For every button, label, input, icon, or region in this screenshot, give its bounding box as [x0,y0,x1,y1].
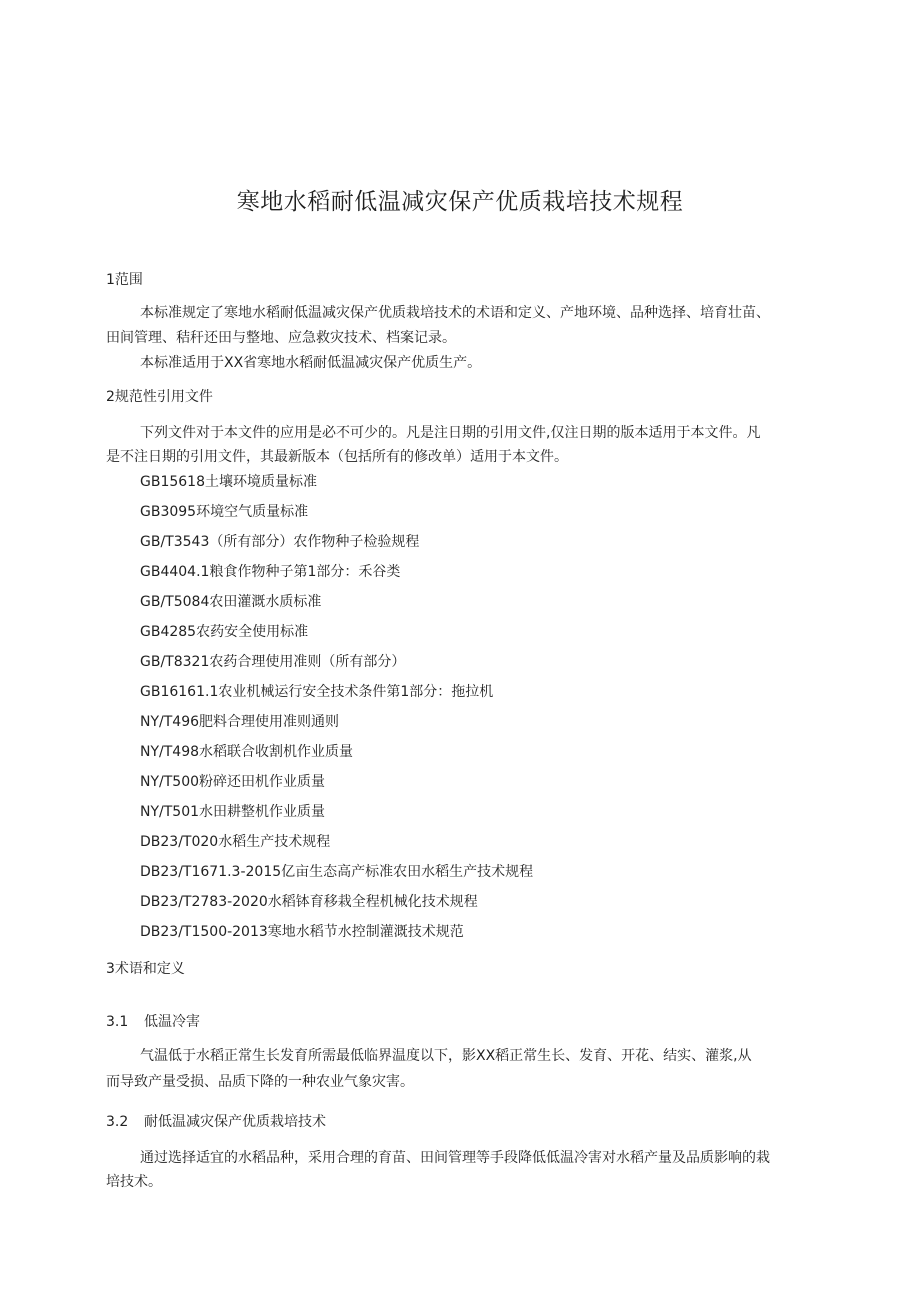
document-title: 寒地水稻耐低温减灾保产优质栽培技术规程 [236,189,684,215]
reference-item: DB23/T2783-2020水稻钵育移栽全程机械化技术规程 [140,894,478,910]
section-2-heading: 2规范性引用文件 [106,389,213,405]
term-title: 低温冷害 [144,1014,200,1030]
term-title: 耐低温减灾保产优质栽培技术 [144,1114,326,1130]
reference-item: DB23/T1500-2013寒地水稻节水控制灌溉技术规范 [140,924,464,940]
term-3-2-definition-line-2: 培技术。 [106,1174,162,1190]
section-1-heading: 1范围 [106,272,143,288]
reference-item: NY/T501水田耕整机作业质量 [140,804,326,820]
reference-item: GB3095环境空气质量标准 [140,504,309,520]
reference-item: GB/T8321农药合理使用准则（所有部分） [140,654,406,670]
term-3-2-definition-line-1: 通过选择适宜的水稻品种，采用合理的育苗、田间管理等手段降低低温冷害对水稻产量及品质影响的栽 [140,1150,770,1166]
reference-item: NY/T500粉碎还田机作业质量 [140,774,326,790]
reference-item: NY/T498水稻联合收割机作业质量 [140,744,354,760]
section-1-paragraph-1-line-1: 本标准规定了寒地水稻耐低温减灾保产优质栽培技术的术语和定义、产地环境、品种选择、培育壮苗、 [140,305,770,321]
section-1-paragraph-2: 本标准适用于XX省寒地水稻耐低温减灾保产优质生产。 [140,355,482,371]
term-number: 3.2 [106,1114,129,1130]
section-2-paragraph-line-2: 是不注日期的引用文件，其最新版本（包括所有的修改单）适用于本文件。 [106,449,568,465]
reference-item: GB15618土壤环境质量标准 [140,474,317,490]
reference-item: GB/T5084农田灌溉水质标准 [140,594,322,610]
term-3-1-definition-line-1: 气温低于水稻正常生长发育所需最低临界温度以下，影XX稻正常生长、发育、开花、结实、灌浆,从 [140,1048,752,1064]
reference-item: DB23/T1671.3-2015亿亩生态高产标准农田水稻生产技术规程 [140,864,534,880]
reference-item: DB23/T020水稻生产技术规程 [140,834,331,850]
term-3-1-heading [106,1012,200,1032]
section-1-paragraph-1-line-2: 田间管理、秸秆还田与整地、应急救灾技术、档案记录。 [106,330,456,346]
reference-item: GB4404.1粮食作物种子第1部分：禾谷类 [140,564,401,580]
term-3-2-heading [106,1112,326,1132]
reference-item: GB/T3543（所有部分）农作物种子检验规程 [140,534,420,550]
section-2-paragraph-line-1: 下列文件对于本文件的应用是必不可少的。凡是注日期的引用文件,仅注日期的版本适用于本文件。凡 [140,425,761,441]
reference-item: GB4285农药安全使用标准 [140,624,309,640]
section-3-heading: 3术语和定义 [106,961,185,977]
reference-item: NY/T496肥料合理使用准则通则 [140,714,340,730]
term-number: 3.1 [106,1014,129,1030]
term-3-1-definition-line-2: 而导致产量受损、品质下降的一种农业气象灾害。 [106,1074,414,1090]
reference-item: GB16161.1农业机械运行安全技术条件第1部分：拖拉机 [140,684,494,700]
